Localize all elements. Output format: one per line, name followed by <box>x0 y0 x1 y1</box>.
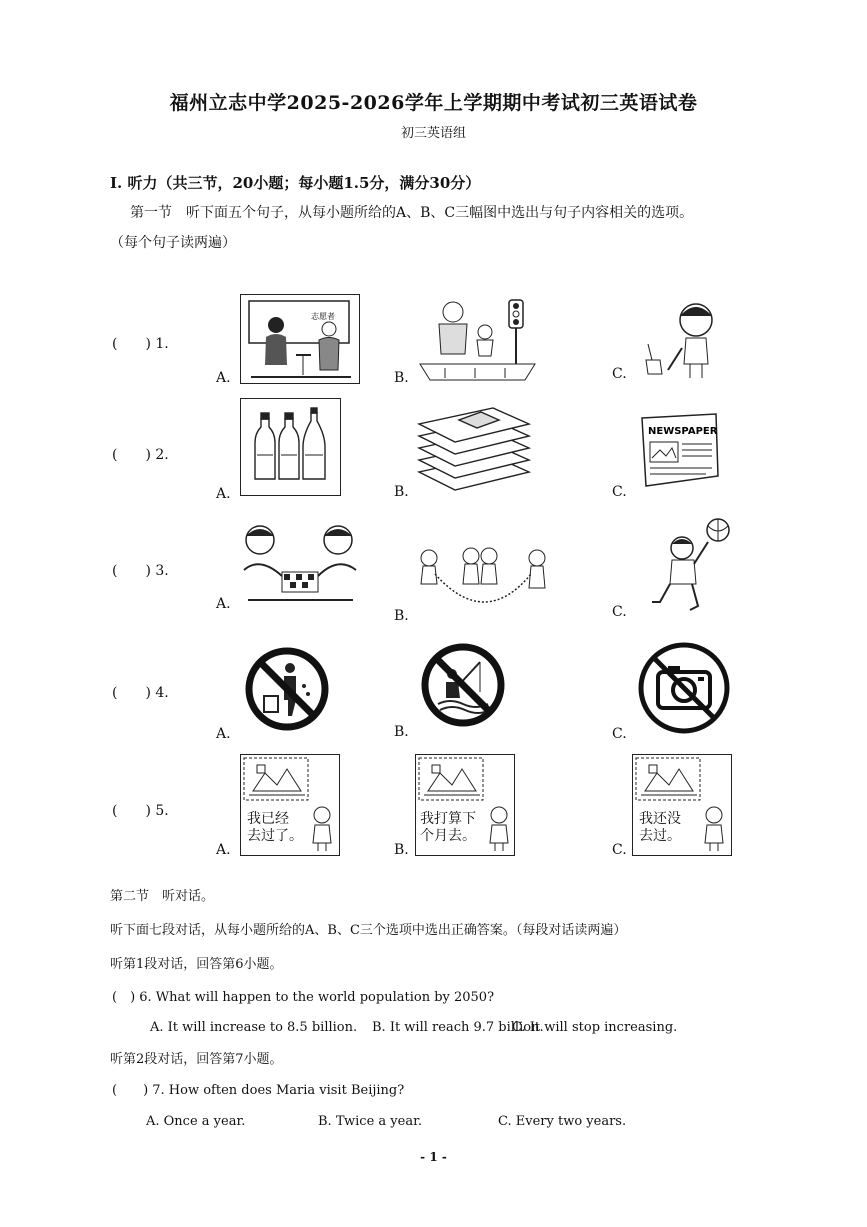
q5-a-speech <box>247 811 303 845</box>
part2-heading: 第二节 听对话。 <box>110 889 215 904</box>
q4-option-a-image <box>244 646 330 732</box>
q3-option-a-image <box>238 520 363 608</box>
part1-intro-note: （每个句子读两遍） <box>110 235 236 251</box>
q2-option-c-image <box>636 410 722 490</box>
part2-instruction: 听下面七段对话，从每小题所给的A、B、C三个选项中选出正确答案。（每段对话读两遍） <box>110 923 627 938</box>
q6-option-b: B. It will reach 9.7 billion. <box>372 1020 544 1035</box>
q4-option-c-letter: C. <box>612 726 627 742</box>
question-3-label: ( ) 3. <box>112 563 169 579</box>
q2-option-c-letter: C. <box>612 484 627 500</box>
section-heading: I. 听力（共三节，20小题；每小题1.5分，满分30分） <box>110 174 481 192</box>
q4-option-b-image <box>420 642 506 728</box>
q2-option-b-letter: B. <box>394 484 409 500</box>
q4-option-a-letter: A. <box>216 726 231 742</box>
question-6-stem: ( ) 6. What will happen to the world population by 2050? <box>112 990 495 1005</box>
q5-c-speech-line2: 去过。 <box>639 828 681 844</box>
q1-option-c-image <box>638 298 723 382</box>
q1-option-a-letter: A. <box>216 370 231 386</box>
page-subtitle: 初三英语组 <box>400 126 466 141</box>
page-number: - 1 - <box>420 1150 447 1164</box>
q2-option-b-image <box>415 402 533 494</box>
question-1-label: ( ) 1. <box>112 336 169 352</box>
q1-option-b-image <box>415 294 540 384</box>
q4-option-c-image <box>636 640 732 736</box>
q3-option-a-letter: A. <box>216 596 231 612</box>
dialogue-2-note: 听第2段对话，回答第7小题。 <box>110 1052 283 1067</box>
q5-a-speech-line2: 去过了。 <box>247 828 303 844</box>
q3-option-b-letter: B. <box>394 608 409 624</box>
q5-option-c-letter: C. <box>612 842 627 858</box>
q5-c-speech <box>639 811 681 845</box>
q5-option-c-image <box>632 754 732 856</box>
dialogue-1-note: 听第1段对话，回答第6小题。 <box>110 957 283 972</box>
q2-option-a-letter: A. <box>216 486 231 502</box>
q5-a-speech-line1: 我已经 <box>247 811 289 827</box>
part1-intro: 第一节 听下面五个句子，从每小题所给的A、B、C三幅图中选出与句子内容相关的选项。 <box>130 205 694 221</box>
q5-option-a-image <box>240 754 340 856</box>
q5-b-speech <box>420 811 476 845</box>
q3-option-c-letter: C. <box>612 604 627 620</box>
q3-option-c-image <box>648 516 738 616</box>
q5-option-b-letter: B. <box>394 842 409 858</box>
question-2-label: ( ) 2. <box>112 447 169 463</box>
q5-b-speech-line2: 个月去。 <box>420 828 476 844</box>
page-title: 福州立志中学2025-2026学年上学期期中考试初三英语试卷 <box>169 92 698 114</box>
q4-option-b-letter: B. <box>394 724 409 740</box>
q1-option-b-letter: B. <box>394 370 409 386</box>
q6-option-a: A. It will increase to 8.5 billion. <box>150 1020 358 1035</box>
question-4-label: ( ) 4. <box>112 685 169 701</box>
q7-option-a: A. Once a year. <box>146 1114 246 1129</box>
newspaper-label: NEWSPAPER <box>648 426 718 437</box>
q1-option-c-letter: C. <box>612 366 627 382</box>
question-5-label: ( ) 5. <box>112 803 169 819</box>
question-7-stem: ( ) 7. How often does Maria visit Beijing? <box>112 1083 405 1098</box>
q6-option-c: C. It will stop increasing. <box>512 1020 678 1035</box>
q5-option-a-letter: A. <box>216 842 231 858</box>
q3-option-b-image <box>415 540 555 618</box>
q7-option-c: C. Every two years. <box>498 1114 627 1129</box>
q1-option-a-image <box>240 294 360 384</box>
q1-board-text: 志愿者 <box>311 312 335 321</box>
q5-option-b-image <box>415 754 515 856</box>
q5-c-speech-line1: 我还没 <box>639 811 681 827</box>
q7-option-b: B. Twice a year. <box>318 1114 423 1129</box>
q5-b-speech-line1: 我打算下 <box>420 811 476 827</box>
q2-option-a-image <box>240 398 341 496</box>
